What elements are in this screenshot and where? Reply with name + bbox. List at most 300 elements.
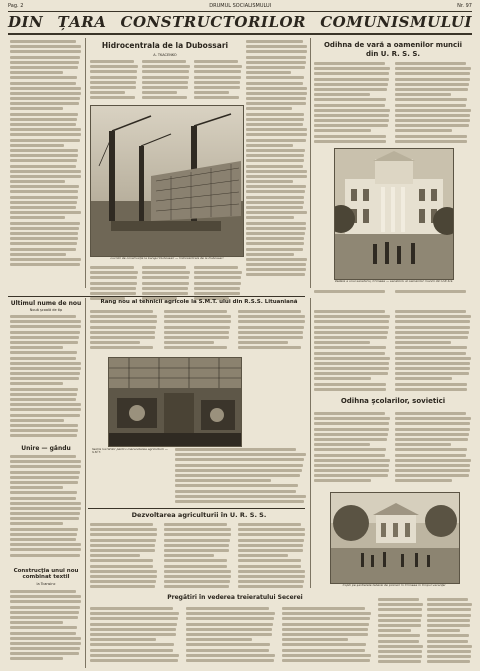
text-line xyxy=(238,554,288,557)
text-line xyxy=(194,60,238,63)
factory-image xyxy=(109,358,241,446)
text-line xyxy=(395,422,470,425)
scolari-text-2 xyxy=(395,412,472,485)
rang-text-3 xyxy=(238,310,306,352)
text-line xyxy=(395,346,467,349)
text-line xyxy=(10,196,78,199)
text-line xyxy=(90,331,155,334)
text-line xyxy=(10,180,65,183)
text-line xyxy=(246,227,306,230)
text-line xyxy=(186,607,269,610)
text-line xyxy=(314,109,390,112)
factory-caption: Secţia lucrărilor pentru mecanizarea agriculturii — S.M.T. xyxy=(92,447,168,455)
text-line xyxy=(395,336,468,339)
text-line xyxy=(90,292,136,295)
text-line xyxy=(10,66,78,69)
dubossari-text-3 xyxy=(194,60,242,102)
text-line xyxy=(238,585,303,588)
text-line xyxy=(10,139,80,142)
text-line xyxy=(10,647,80,650)
text-line xyxy=(427,655,471,658)
dezvoltarea-title: Dezvoltarea agriculturii în U. R. S. S. xyxy=(131,511,267,519)
text-line xyxy=(395,78,470,81)
text-line xyxy=(427,614,471,617)
text-line xyxy=(10,336,79,339)
constructie-title: Construcţia unui nou combinat textil xyxy=(13,568,79,580)
text-line xyxy=(10,341,78,344)
text-line xyxy=(314,372,388,375)
text-line xyxy=(90,643,174,646)
text-line xyxy=(10,263,80,266)
text-line xyxy=(194,271,242,274)
text-line xyxy=(142,271,190,274)
text-line xyxy=(10,652,79,655)
text-line xyxy=(142,91,177,94)
text-line xyxy=(10,258,81,261)
text-line xyxy=(246,139,306,142)
pregatiri-text-1 xyxy=(90,607,180,664)
text-line xyxy=(175,495,306,498)
rang-text-4 xyxy=(175,448,307,505)
text-line xyxy=(246,66,305,69)
text-line xyxy=(427,650,471,653)
text-line xyxy=(10,149,78,152)
text-line xyxy=(314,433,388,436)
text-line xyxy=(246,196,304,199)
text-line xyxy=(10,165,76,168)
text-line xyxy=(10,128,81,131)
text-line xyxy=(90,565,153,568)
text-line xyxy=(10,408,81,411)
text-line xyxy=(10,97,80,100)
text-line xyxy=(282,643,366,646)
left-short-title: Ultimul nume de nou xyxy=(10,300,82,307)
text-line xyxy=(186,659,274,662)
text-line xyxy=(395,448,467,451)
banner-word-2: ȚARA xyxy=(57,13,107,31)
text-line xyxy=(10,554,80,557)
text-line xyxy=(395,62,466,65)
text-line xyxy=(10,642,81,645)
text-line xyxy=(90,649,173,652)
text-line xyxy=(395,104,466,107)
children-caption: Copiii pe şantierele taberei de pionieri în Crimeea în timpul vacanţei xyxy=(342,583,446,587)
text-line xyxy=(282,654,371,657)
text-line xyxy=(10,455,76,458)
banner-word-3: CONSTRUCTORILOR xyxy=(120,13,307,31)
text-line xyxy=(164,310,227,313)
text-line xyxy=(90,554,140,557)
text-line xyxy=(238,544,303,547)
text-line xyxy=(164,326,230,329)
text-line xyxy=(10,460,81,463)
text-line xyxy=(90,580,156,583)
text-line xyxy=(395,357,471,360)
text-line xyxy=(314,464,389,467)
text-line xyxy=(164,575,231,578)
text-line xyxy=(246,50,307,53)
text-line xyxy=(395,93,451,96)
text-line xyxy=(175,453,306,456)
text-line xyxy=(194,91,229,94)
text-line xyxy=(194,96,239,99)
text-line xyxy=(246,102,306,105)
text-line xyxy=(246,97,306,100)
text-line xyxy=(238,310,301,313)
text-line xyxy=(90,65,138,68)
text-line xyxy=(246,211,307,214)
text-line xyxy=(10,61,79,64)
text-line xyxy=(395,129,452,132)
text-line xyxy=(164,336,229,339)
text-line xyxy=(10,201,77,204)
text-line xyxy=(314,98,386,101)
text-line xyxy=(246,253,294,256)
text-line xyxy=(314,454,385,457)
text-line xyxy=(90,70,137,73)
text-line xyxy=(10,507,81,510)
text-line xyxy=(10,190,78,193)
text-line xyxy=(10,481,78,484)
text-line xyxy=(427,660,470,663)
odihna-title: Odihna de vară a oamenilor muncii xyxy=(323,41,462,49)
text-line xyxy=(395,72,470,75)
text-line xyxy=(10,398,76,401)
text-line xyxy=(246,45,307,48)
text-line xyxy=(395,67,471,70)
text-line xyxy=(194,292,240,295)
text-line xyxy=(246,128,307,131)
text-line xyxy=(238,559,301,562)
text-line xyxy=(427,624,470,627)
text-line xyxy=(10,346,63,349)
text-line xyxy=(10,382,63,385)
text-line xyxy=(314,422,389,425)
text-line xyxy=(246,242,304,245)
pregatiri-title: Pregătiri în vederea treieratului Secerei xyxy=(167,594,303,601)
unire-title: Unire — gându xyxy=(21,445,71,452)
text-line xyxy=(378,603,423,606)
text-line xyxy=(427,603,472,606)
dubossari-text-2 xyxy=(142,60,190,102)
text-line xyxy=(314,336,387,339)
text-line xyxy=(10,253,66,256)
text-line xyxy=(90,315,157,318)
text-line xyxy=(186,623,273,626)
sanatorium-photo xyxy=(334,148,454,280)
text-line xyxy=(246,61,306,64)
text-line xyxy=(10,657,63,660)
text-line xyxy=(10,434,77,437)
text-line xyxy=(395,428,470,431)
text-line xyxy=(314,479,371,482)
text-line xyxy=(142,287,188,290)
text-line xyxy=(90,266,134,269)
text-line xyxy=(238,549,303,552)
text-line xyxy=(186,654,275,657)
text-line xyxy=(194,282,241,285)
text-line xyxy=(246,113,304,116)
text-line xyxy=(164,539,230,542)
text-line xyxy=(90,523,153,526)
text-line xyxy=(90,96,135,99)
text-line xyxy=(378,614,422,617)
text-line xyxy=(246,87,307,90)
text-line xyxy=(314,362,389,365)
text-line xyxy=(314,310,385,313)
text-line xyxy=(194,287,240,290)
text-line xyxy=(395,438,468,441)
text-line xyxy=(246,222,306,225)
text-line xyxy=(246,237,304,240)
text-line xyxy=(142,276,189,279)
text-line xyxy=(10,170,81,173)
text-line xyxy=(10,113,78,116)
text-line xyxy=(395,372,469,375)
factory-photo xyxy=(108,357,242,447)
text-line xyxy=(314,417,390,420)
text-line xyxy=(10,497,76,500)
dam-caption: Lucrări de construcţie la barajul Dubossari — hidrocentrala de la Dubossari xyxy=(110,256,224,260)
text-line xyxy=(314,315,390,318)
text-line xyxy=(142,60,186,63)
text-line xyxy=(246,232,305,235)
text-line xyxy=(282,633,368,636)
text-line xyxy=(10,388,78,391)
text-line xyxy=(314,124,388,127)
text-line xyxy=(186,649,269,652)
text-line xyxy=(10,144,64,147)
page-number: Pag. 2 xyxy=(8,3,24,9)
text-line xyxy=(246,268,306,271)
text-line xyxy=(282,617,370,620)
text-line xyxy=(395,469,470,472)
text-line xyxy=(10,471,80,474)
text-line xyxy=(142,266,186,269)
text-line xyxy=(246,76,304,79)
children-image xyxy=(331,493,459,583)
text-line xyxy=(10,102,79,105)
text-line xyxy=(378,650,422,653)
text-line xyxy=(10,626,77,629)
text-line xyxy=(90,346,153,349)
text-line xyxy=(246,71,291,74)
dubossari-text-1 xyxy=(90,60,138,102)
text-line xyxy=(395,83,469,86)
text-line xyxy=(246,206,303,209)
text-line xyxy=(194,276,241,279)
text-line xyxy=(378,634,420,637)
text-line xyxy=(175,479,271,482)
text-line xyxy=(246,123,303,126)
text-line xyxy=(238,533,305,536)
text-line xyxy=(10,600,81,603)
text-line xyxy=(314,474,388,477)
text-line xyxy=(314,129,371,132)
text-line xyxy=(246,154,304,157)
text-line xyxy=(427,634,469,637)
text-line xyxy=(90,633,176,636)
text-line xyxy=(246,170,307,173)
text-line xyxy=(10,502,81,505)
text-line xyxy=(10,159,77,162)
text-line xyxy=(194,76,241,79)
text-line xyxy=(194,81,240,84)
issue-number: Nr. 97 xyxy=(457,3,472,9)
text-line xyxy=(10,133,81,136)
text-line xyxy=(10,232,78,235)
text-line xyxy=(395,135,467,138)
text-line xyxy=(246,180,293,183)
text-line xyxy=(395,140,467,143)
text-line xyxy=(314,367,389,370)
text-line xyxy=(10,71,63,74)
text-line xyxy=(314,443,370,446)
text-line xyxy=(142,86,188,89)
text-line xyxy=(238,565,301,568)
text-line xyxy=(90,271,138,274)
text-line xyxy=(10,465,81,468)
text-line xyxy=(10,538,76,541)
text-line xyxy=(238,528,305,531)
odihna-text-1 xyxy=(314,62,391,145)
text-line xyxy=(164,549,229,552)
text-line xyxy=(90,539,156,542)
text-line xyxy=(314,140,386,143)
text-line xyxy=(186,643,270,646)
dezvoltarea-text-2 xyxy=(164,523,232,590)
scolari-text-4 xyxy=(427,598,472,665)
text-line xyxy=(10,543,81,546)
text-line xyxy=(90,320,157,323)
column-divider-3 xyxy=(85,298,86,668)
text-line xyxy=(175,490,296,493)
text-line xyxy=(314,428,389,431)
pregatiri-text-3 xyxy=(282,607,372,664)
odihna-text-4 xyxy=(395,290,472,295)
banner-rule xyxy=(8,33,472,35)
text-line xyxy=(314,352,385,355)
text-line xyxy=(238,315,305,318)
text-line xyxy=(10,315,76,318)
text-line xyxy=(395,412,466,415)
text-line xyxy=(246,56,306,59)
text-line xyxy=(10,367,81,370)
text-line xyxy=(238,336,303,339)
text-line xyxy=(246,82,303,85)
unire-text xyxy=(10,455,82,559)
text-line xyxy=(10,486,63,489)
scolari-text-3 xyxy=(378,598,423,665)
rang-text-2 xyxy=(164,310,232,352)
left-short-text xyxy=(10,315,82,440)
text-line xyxy=(395,383,467,386)
text-line xyxy=(238,539,304,542)
text-line xyxy=(10,92,81,95)
text-line xyxy=(395,362,470,365)
text-line xyxy=(246,175,307,178)
text-line xyxy=(314,114,389,117)
text-line xyxy=(10,242,77,245)
text-line xyxy=(378,608,422,611)
constructie-text xyxy=(10,590,82,663)
text-line xyxy=(395,474,469,477)
text-line xyxy=(246,118,304,121)
text-line xyxy=(246,216,294,219)
text-line xyxy=(10,616,78,619)
right-text-2 xyxy=(395,310,472,393)
text-line xyxy=(395,290,466,293)
text-line xyxy=(378,660,421,663)
text-line xyxy=(10,419,64,422)
text-line xyxy=(314,341,370,344)
mid-rule xyxy=(8,296,305,297)
text-line xyxy=(378,645,423,648)
constructie-subtitle: la Tcansinc xyxy=(36,582,56,586)
text-line xyxy=(378,629,411,632)
text-line xyxy=(10,320,81,323)
text-line xyxy=(395,352,466,355)
text-line xyxy=(10,611,79,614)
text-line xyxy=(164,528,231,531)
text-line xyxy=(10,45,81,48)
text-line xyxy=(10,377,79,380)
text-line xyxy=(282,649,365,652)
text-line xyxy=(314,67,390,70)
banner-word-4: COMUNISMULUI xyxy=(320,13,472,31)
text-line xyxy=(246,133,307,136)
text-line xyxy=(10,632,76,635)
text-line xyxy=(395,119,470,122)
text-line xyxy=(395,454,466,457)
text-line xyxy=(90,585,155,588)
text-line xyxy=(10,87,81,90)
text-line xyxy=(246,149,305,152)
text-line xyxy=(164,341,214,344)
text-line xyxy=(238,341,288,344)
text-line xyxy=(10,414,80,417)
text-line xyxy=(314,119,389,122)
text-line xyxy=(186,633,272,636)
text-line xyxy=(90,86,136,89)
text-line xyxy=(175,469,302,472)
text-line xyxy=(90,612,179,615)
text-line xyxy=(314,438,387,441)
text-line xyxy=(395,331,469,334)
dubossari-byline: A. TKACENKO xyxy=(153,53,177,57)
text-line xyxy=(10,372,80,375)
text-line xyxy=(395,341,451,344)
text-line xyxy=(246,107,292,110)
text-line xyxy=(395,320,470,323)
text-line xyxy=(164,570,231,573)
text-line xyxy=(175,448,296,451)
text-line xyxy=(10,393,77,396)
rang-title: Rang nou al tehnicii agricole la S.M.T. ului din R.S.S. Lituaniană xyxy=(100,299,298,305)
text-line xyxy=(246,40,303,43)
dam-photo-image xyxy=(91,106,243,256)
text-line xyxy=(395,124,469,127)
text-line xyxy=(186,628,272,631)
text-line xyxy=(238,331,303,334)
scolari-title: Odihna şcolarilor, sovietici xyxy=(340,397,446,405)
text-line xyxy=(378,640,419,643)
text-line xyxy=(90,287,136,290)
column-divider-2 xyxy=(310,38,311,288)
text-line xyxy=(378,624,421,627)
odihna-text-3 xyxy=(314,290,391,295)
text-line xyxy=(10,637,81,640)
